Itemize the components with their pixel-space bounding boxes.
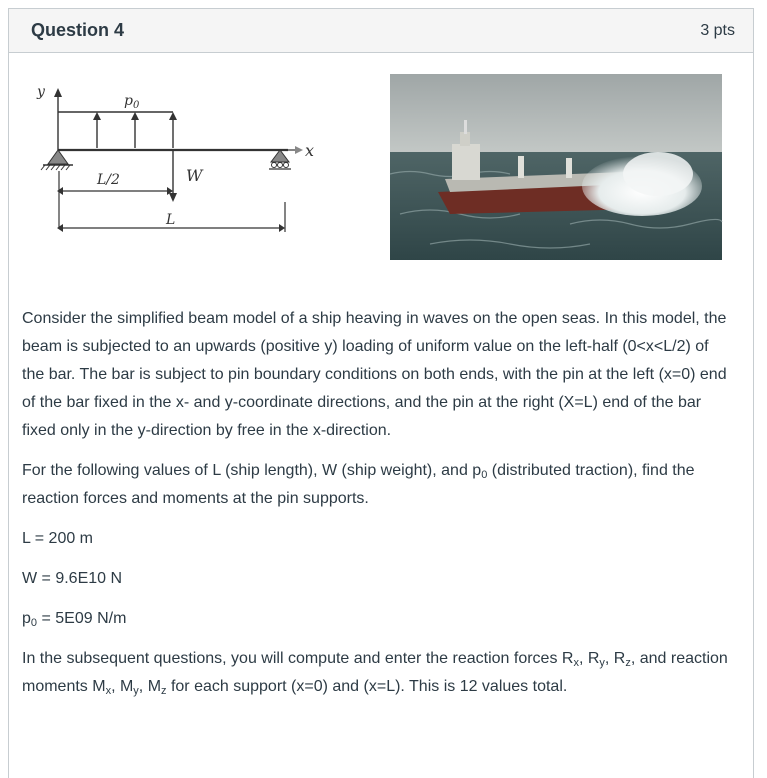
wave-spray-crest	[623, 152, 693, 196]
question-body	[22, 305, 732, 713]
y-axis-arrowhead	[54, 88, 62, 97]
sky	[390, 74, 722, 154]
right-roller-support	[269, 150, 291, 169]
beam-diagram	[23, 70, 313, 245]
x-axis-arrowhead	[295, 146, 303, 154]
load-arrows	[93, 112, 177, 148]
values-paragraph: For the following values of L (ship length), W (ship weight), and $p_0$ (distributed traction), find the reaction forces and moments at the pin supports.	[22, 462, 695, 507]
intro-paragraph: Consider the simplified beam model of a ship heaving in waves on the open seas. In this model, the beam is subjected to an upwards (positive y) loading of uniform value on the left-half (0<x<L/2) of the bar. The bar is subject to pin boundary conditions on both ends, with the pin at the left (x=0) end of the bar fixed in the x- and y-coordinate directions, and the pin at the right (X=L) end of the bar fixed only in the y-direction by free in the x-direction.	[22, 310, 727, 439]
question-title: Question 4	[31, 20, 125, 40]
length-label: L	[166, 212, 176, 228]
question-header	[9, 9, 753, 53]
y-axis-label: y	[37, 84, 45, 100]
half-span-label: L/2	[97, 172, 120, 188]
ship-photo	[390, 74, 722, 260]
load-label: $p_0$	[124, 93, 140, 111]
left-pin-support	[41, 150, 73, 170]
weight-arrowhead	[169, 193, 177, 202]
value-length: L = 200 m	[22, 530, 94, 547]
question-points: 3 pts	[700, 21, 735, 39]
value-traction: $p_0 = 5E09$ N/m	[22, 610, 127, 629]
weight-label: W	[186, 166, 203, 185]
instructions-paragraph: In the subsequent questions, you will compute and enter the reaction forces $R_x$, $R_y$, $R_z$, and reaction moments $M_x$, $M_y$, $M_z$ for each support (x=0) and (x=L). This is 12 values total.	[22, 650, 728, 697]
x-axis-label: x	[305, 141, 315, 160]
value-weight: W = 9.6E10 N	[22, 570, 123, 587]
